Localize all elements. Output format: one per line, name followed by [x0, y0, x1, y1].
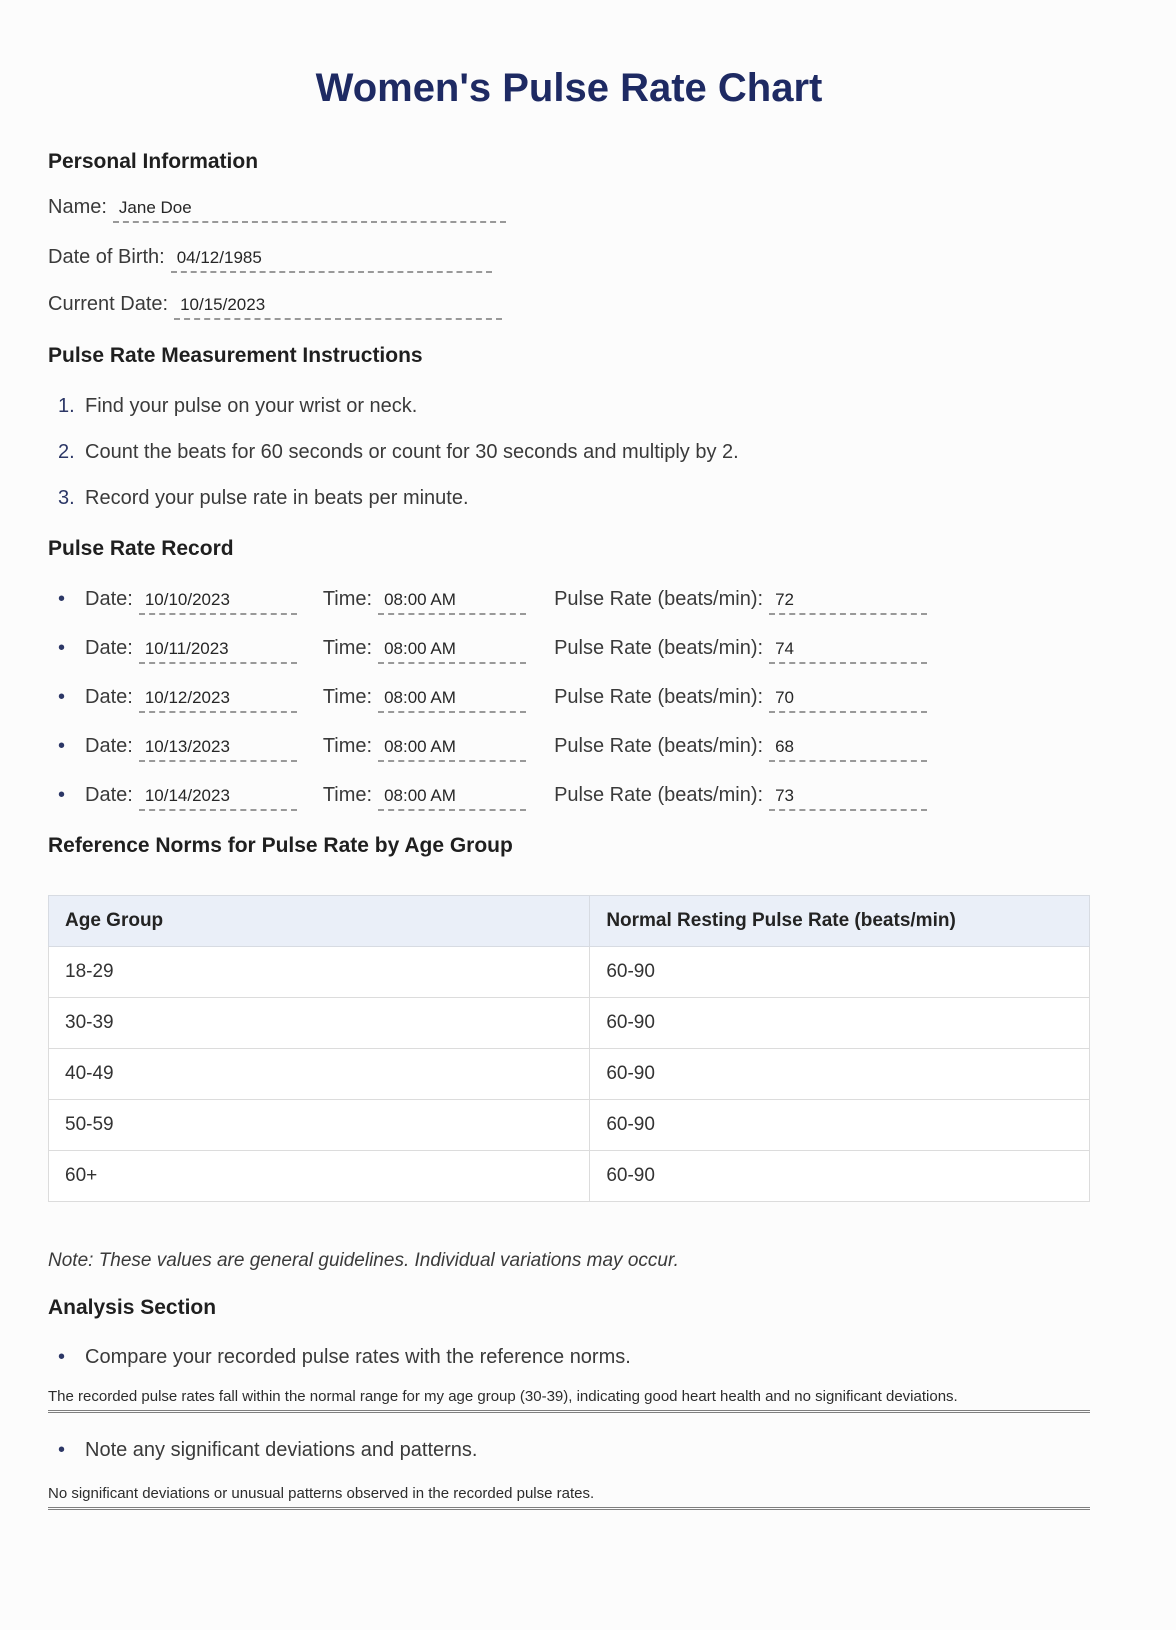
field-row-current-date	[48, 292, 1090, 320]
page-title: Women's Pulse Rate Chart	[315, 66, 823, 110]
pulse-range-cell: 60-90	[590, 998, 1090, 1049]
field-row-date-of-birth	[48, 245, 1090, 273]
analysis-prompt-item	[48, 1345, 1090, 1369]
list-number: 2.	[58, 441, 75, 463]
time-label: Time:	[322, 686, 373, 708]
instruction-text: Count the beats for 60 seconds or count for 30 seconds and multiply by 2.	[85, 441, 739, 463]
instruction-text: Find your pulse on your wrist or neck.	[85, 395, 418, 417]
time-label: Time:	[322, 637, 373, 659]
section-heading-analysis: Analysis Section	[48, 1296, 217, 1319]
list-number: 3.	[58, 487, 75, 509]
date-of-birth-field[interactable]: 04/12/1985	[171, 248, 492, 273]
bullet-icon	[48, 1438, 85, 1462]
table-row	[49, 1151, 1090, 1202]
record-row	[48, 734, 1090, 762]
section-heading-personal-information: Personal Information	[48, 150, 259, 173]
pulse-rate-field[interactable]: 73	[769, 786, 927, 811]
age-group-cell: 50-59	[49, 1100, 590, 1151]
table-row	[49, 998, 1090, 1049]
pulse-rate-field[interactable]: 72	[769, 590, 927, 615]
pulse-rate-label: Pulse Rate (beats/min):	[554, 637, 764, 659]
analysis-answer-field[interactable]: The recorded pulse rates fall within the normal range for my age group (30-39), indicating good heart health and no significant deviations.	[48, 1388, 1090, 1413]
time-label: Time:	[322, 784, 373, 806]
pulse-rate-field[interactable]: 70	[769, 688, 927, 713]
analysis-prompt-text: Compare your recorded pulse rates with the reference norms.	[85, 1346, 631, 1368]
section-heading-reference-norms: Reference Norms for Pulse Rate by Age Group	[48, 834, 513, 857]
record-row	[48, 783, 1090, 811]
time-field[interactable]: 08:00 AM	[378, 737, 526, 762]
section-heading-pulse-rate-record: Pulse Rate Record	[48, 537, 234, 560]
record-row	[48, 587, 1090, 615]
pulse-range-cell: 60-90	[590, 947, 1090, 998]
instruction-item	[48, 486, 1090, 510]
time-field[interactable]: 08:00 AM	[378, 590, 526, 615]
current-date-field[interactable]: 10/15/2023	[174, 295, 502, 320]
record-row	[48, 636, 1090, 664]
record-row	[48, 685, 1090, 713]
column-header-age-group: Age Group	[49, 896, 590, 947]
bullet-icon	[48, 636, 85, 660]
current-date-label: Current Date:	[48, 293, 169, 315]
time-field[interactable]: 08:00 AM	[378, 688, 526, 713]
list-number: 1.	[58, 395, 75, 417]
time-label: Time:	[322, 735, 373, 757]
pulse-rate-label: Pulse Rate (beats/min):	[554, 735, 764, 757]
age-group-cell: 60+	[49, 1151, 590, 1202]
table-row	[49, 947, 1090, 998]
pulse-rate-label: Pulse Rate (beats/min):	[554, 686, 764, 708]
column-header-pulse-rate: Normal Resting Pulse Rate (beats/min)	[590, 896, 1090, 947]
time-field[interactable]: 08:00 AM	[378, 786, 526, 811]
date-field[interactable]: 10/14/2023	[139, 786, 297, 811]
pulse-range-cell: 60-90	[590, 1100, 1090, 1151]
bullet-icon	[48, 685, 85, 709]
bullet-icon	[48, 783, 85, 807]
pulse-range-cell: 60-90	[590, 1049, 1090, 1100]
field-row-name	[48, 195, 1090, 223]
date-field[interactable]: 10/10/2023	[139, 590, 297, 615]
reference-norms-table	[48, 895, 1090, 1202]
date-label: Date:	[85, 735, 133, 757]
table-row	[49, 1049, 1090, 1100]
date-field[interactable]: 10/12/2023	[139, 688, 297, 713]
pulse-rate-field[interactable]: 68	[769, 737, 927, 762]
time-field[interactable]: 08:00 AM	[378, 639, 526, 664]
age-group-cell: 40-49	[49, 1049, 590, 1100]
pulse-rate-field[interactable]: 74	[769, 639, 927, 664]
date-field[interactable]: 10/11/2023	[139, 639, 297, 664]
name-field[interactable]: Jane Doe	[113, 198, 506, 223]
date-field[interactable]: 10/13/2023	[139, 737, 297, 762]
analysis-prompt-text: Note any significant deviations and patterns.	[85, 1439, 478, 1461]
section-heading-instructions: Pulse Rate Measurement Instructions	[48, 344, 423, 367]
name-label: Name:	[48, 196, 107, 218]
instruction-item	[48, 440, 1090, 464]
instruction-item	[48, 394, 1090, 418]
table-header-row	[49, 896, 1090, 947]
date-label: Date:	[85, 588, 133, 610]
date-label: Date:	[85, 784, 133, 806]
table-row	[49, 1100, 1090, 1151]
analysis-prompt-item	[48, 1438, 1090, 1462]
age-group-cell: 18-29	[49, 947, 590, 998]
date-of-birth-label: Date of Birth:	[48, 246, 165, 268]
bullet-icon	[48, 587, 85, 611]
guidelines-note: Note: These values are general guidelines. Individual variations may occur.	[48, 1250, 679, 1271]
instruction-text: Record your pulse rate in beats per minute.	[85, 487, 469, 509]
analysis-answer-field[interactable]: No significant deviations or unusual patterns observed in the recorded pulse rates.	[48, 1485, 1090, 1510]
pulse-rate-label: Pulse Rate (beats/min):	[554, 784, 764, 806]
pulse-rate-label: Pulse Rate (beats/min):	[554, 588, 764, 610]
bullet-icon	[48, 734, 85, 758]
time-label: Time:	[322, 588, 373, 610]
bullet-icon	[48, 1345, 85, 1369]
date-label: Date:	[85, 686, 133, 708]
date-label: Date:	[85, 637, 133, 659]
pulse-range-cell: 60-90	[590, 1151, 1090, 1202]
age-group-cell: 30-39	[49, 998, 590, 1049]
